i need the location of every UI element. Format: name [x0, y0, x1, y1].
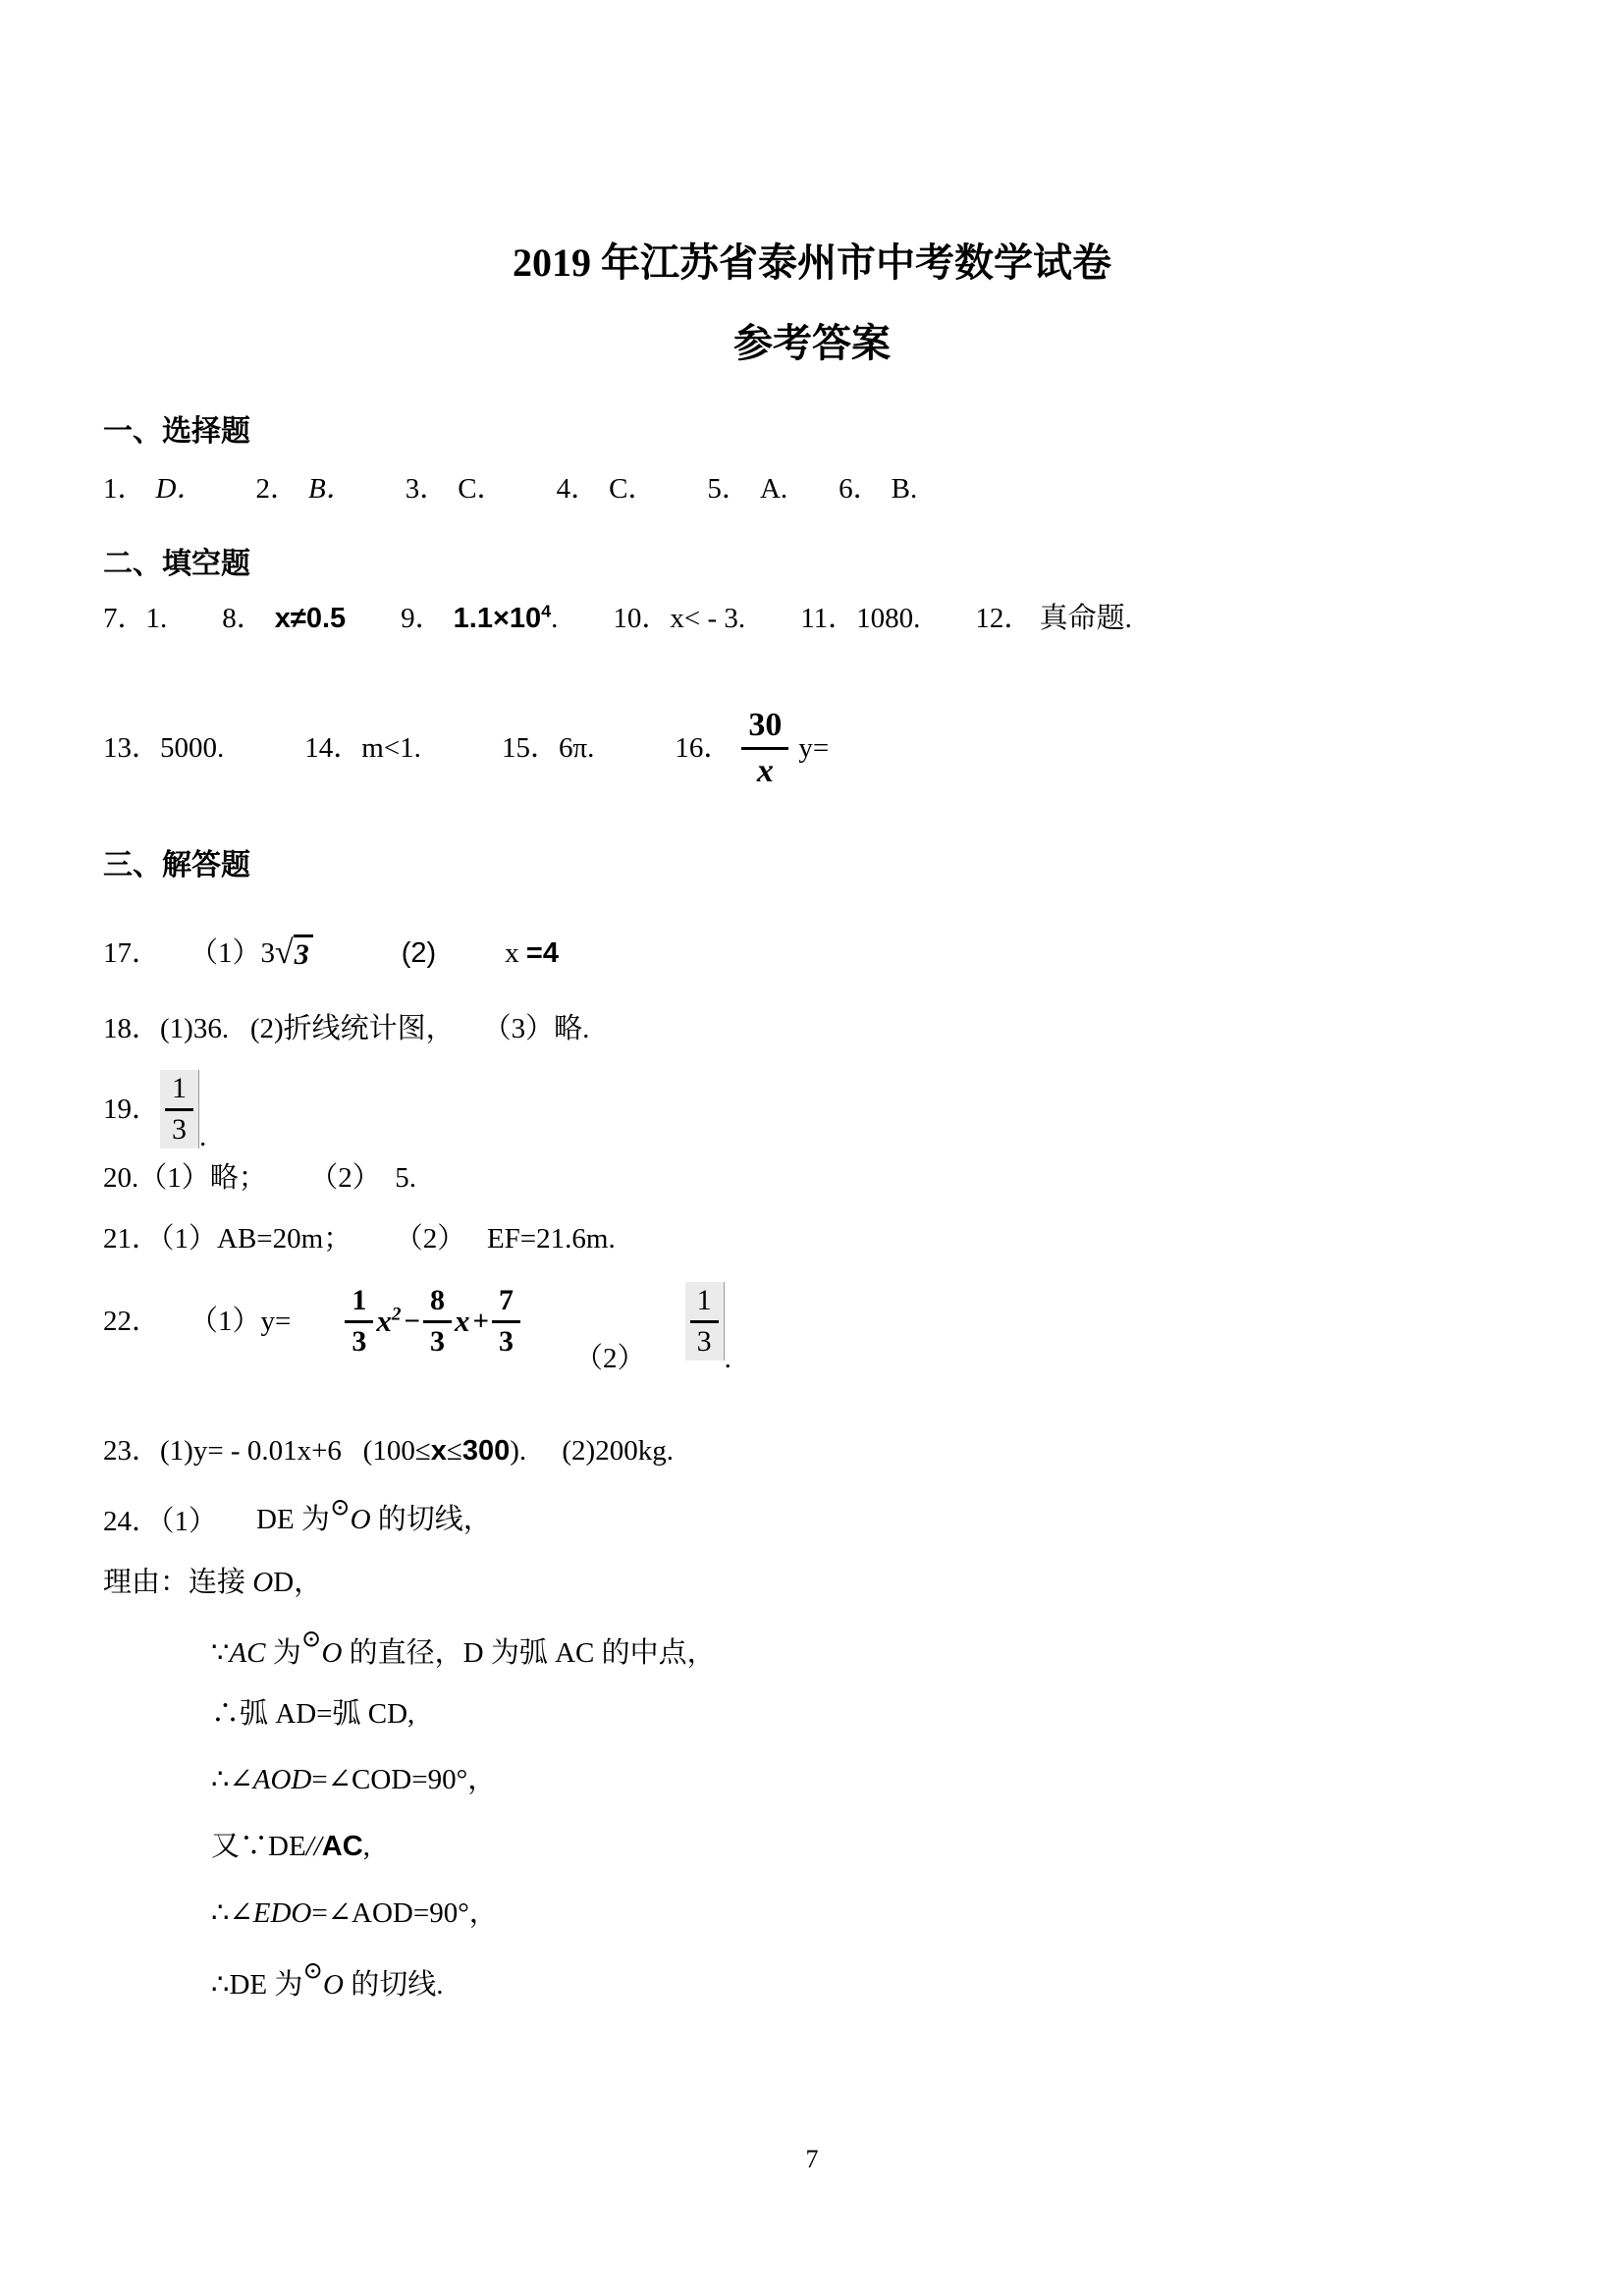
section-heading-choice: 一、选择题	[103, 415, 250, 448]
therefore-angle: ∴∠	[211, 1764, 253, 1795]
x-squared	[376, 1302, 401, 1341]
answer-item-11: 11．1080.	[800, 603, 921, 634]
value: =4	[525, 937, 559, 969]
part-1: （1）3	[189, 937, 276, 969]
fraction-numerator: 7	[492, 1284, 520, 1323]
segment: ). (2)200kg.	[510, 1435, 674, 1467]
fraction-1-over-3	[160, 1070, 199, 1148]
period: .	[199, 1121, 207, 1152]
variable-x: x	[505, 937, 526, 969]
segment: D，	[273, 1567, 323, 1598]
circle-center-O: O	[350, 1504, 371, 1535]
leq-sign: ≤	[446, 1435, 462, 1467]
power-exponent: 4	[541, 601, 552, 621]
radicand: 3	[294, 934, 313, 973]
segment: ∴DE 为	[211, 1969, 303, 2001]
period: .	[724, 1343, 731, 1374]
answer-number: 16．	[675, 732, 732, 764]
answer-value: C．	[458, 473, 506, 505]
page-title: 2019 年江苏省泰州市中考数学试卷	[513, 240, 1111, 285]
page-number: 7	[805, 2145, 819, 2173]
part-1-label: （1）y=	[189, 1306, 292, 1337]
answer-number: 5．	[707, 473, 750, 505]
fraction-denominator: 3	[499, 1324, 514, 1358]
segment: 理由：连接	[103, 1567, 253, 1598]
segment: 的切线.	[343, 1969, 444, 2001]
section-heading-solve: 三、解答题	[103, 849, 250, 881]
segment: =∠AOD=90°，	[311, 1897, 498, 1929]
answer-number: 3．	[405, 473, 449, 505]
answer-item-12: 12． 真命题.	[975, 603, 1132, 634]
fraction-numerator: 1	[345, 1284, 373, 1323]
segment: 又∵DE	[211, 1831, 306, 1862]
sqrt-3	[275, 934, 313, 973]
answer-item-4	[557, 469, 657, 508]
parallel-sign: //	[305, 1831, 322, 1862]
fraction-30-over-x	[741, 706, 788, 789]
segment: 为	[265, 1637, 301, 1669]
answer-number: 2．	[255, 473, 298, 505]
therefore-angle: ∴∠	[211, 1897, 253, 1929]
answer-line-18: 18．(1)36. (2)折线统计图， （3）略.	[103, 1013, 590, 1044]
fraction-denominator: x	[756, 752, 774, 789]
answer-item-16	[675, 706, 829, 789]
period: .	[551, 603, 559, 634]
answer-number: 17．	[103, 937, 161, 969]
because-sign: ∵	[211, 1637, 230, 1669]
fraction-1-over-3	[345, 1284, 373, 1359]
answer-item-7: 7．1.	[103, 603, 168, 634]
minus-sign: −	[404, 1306, 421, 1337]
plus-sign: +	[472, 1306, 490, 1337]
proof-line-3	[211, 1760, 496, 1799]
power-base: 1.1×10	[453, 603, 542, 634]
segment-AC: AC	[229, 1637, 266, 1669]
answer-item-13: 13．5000.	[103, 732, 225, 764]
answer-line-21: 21．（1）AB=20m； （2） EF=21.6m.	[103, 1223, 616, 1255]
statement	[256, 1494, 492, 1541]
segment: 的切线，	[370, 1504, 492, 1535]
answer-number: 22．	[103, 1306, 161, 1337]
segment: 23．(1)y= - 0.01x+6 (100≤	[103, 1435, 431, 1467]
answer-item-5	[707, 469, 787, 508]
section-heading-fill: 二、填空题	[103, 548, 250, 580]
proof-line-4	[211, 1827, 370, 1866]
fraction-denominator: 3	[696, 1324, 712, 1358]
choice-answers-row	[103, 469, 917, 508]
part-2-label: （2）	[574, 1343, 646, 1374]
answer-line-19	[103, 1062, 206, 1156]
answer-value: A.	[759, 473, 788, 505]
proof-line-6	[211, 1942, 443, 2004]
answer-item-8	[222, 599, 346, 638]
answer-number: 1．	[103, 473, 146, 505]
variable-x: x	[376, 1304, 392, 1338]
value-300: 300	[461, 1435, 511, 1467]
fraction-denominator: 3	[172, 1112, 188, 1146]
answer-number: 6．	[839, 473, 882, 505]
answer-item-1	[103, 469, 204, 508]
proof-line-5	[211, 1894, 498, 1933]
radical-sign: √	[275, 934, 294, 971]
answer-value: B．	[307, 473, 354, 505]
answer-number: 4．	[556, 473, 600, 505]
exponent-2: 2	[391, 1304, 402, 1325]
circle-dot-icon: ⊙	[329, 1494, 351, 1522]
comma: ,	[362, 1831, 370, 1862]
fraction-numerator: 1	[165, 1072, 193, 1111]
fill-answers-row-1	[103, 599, 1132, 638]
answer-value: D．	[155, 473, 205, 505]
answer-number: 8．	[222, 603, 265, 634]
fraction-denominator: 3	[352, 1324, 367, 1358]
answer-item-10: 10．x< - 3.	[613, 603, 746, 634]
answer-item-2	[255, 469, 353, 508]
circle-center-O: O	[323, 1969, 344, 2001]
circle-dot-icon: ⊙	[300, 1626, 322, 1653]
answer-item-15: 15．6π.	[501, 732, 595, 764]
circle-center-O: O	[321, 1637, 343, 1669]
proof-line-2: ∴弧 AD=弧 CD,	[211, 1698, 415, 1730]
answer-number: 9．	[401, 603, 444, 634]
answer-value: x≠0.5	[274, 603, 347, 634]
segment: 的直径，D 为弧 AC 的中点，	[342, 1637, 716, 1669]
proof-reason-line	[103, 1563, 322, 1602]
answer-value	[454, 603, 559, 634]
fraction-numerator: 30	[741, 706, 788, 749]
segment: =∠COD=90°，	[311, 1764, 497, 1795]
page-subtitle: 参考答案	[733, 321, 891, 365]
variable-x: x	[455, 1304, 470, 1338]
answer-value: B.	[891, 473, 918, 505]
answer-line-24	[103, 1478, 492, 1541]
answer-item-3	[406, 469, 506, 508]
angle-EDO: EDO	[252, 1897, 312, 1929]
x-equals	[505, 934, 559, 973]
angle-AOD: AOD	[252, 1764, 312, 1795]
part-2-label: (2)	[401, 937, 437, 969]
fill-answers-row-2	[103, 699, 829, 797]
fraction-7-over-3	[492, 1284, 520, 1359]
variable-x: x	[430, 1435, 447, 1467]
segment-AC: AC	[321, 1831, 363, 1862]
circle-dot-icon: ⊙	[302, 1957, 324, 1985]
answer-value: C．	[609, 473, 657, 505]
segment: DE 为	[256, 1504, 330, 1535]
answer-value: y=	[798, 732, 830, 764]
quadratic-expression	[345, 1284, 520, 1359]
answer-line-23	[103, 1431, 674, 1470]
fraction-numerator: 1	[690, 1284, 719, 1323]
answer-line-17	[103, 923, 559, 984]
point-O: O	[252, 1567, 274, 1598]
proof-line-1	[211, 1610, 716, 1673]
fraction-1-over-3-answer	[685, 1282, 725, 1361]
answer-item-6	[839, 469, 917, 508]
answer-number: 19．	[103, 1094, 161, 1125]
answer-number: 24．（1）	[103, 1506, 218, 1537]
fraction-numerator: 8	[423, 1284, 452, 1323]
answer-item-9	[401, 599, 558, 638]
answer-line-22	[103, 1264, 731, 1378]
fraction-8-over-3	[423, 1284, 452, 1359]
answer-line-20: 20.（1）略； （2） 5.	[103, 1162, 417, 1194]
fraction-denominator: 3	[430, 1324, 446, 1358]
answer-item-14: 14．m<1.	[304, 732, 421, 764]
